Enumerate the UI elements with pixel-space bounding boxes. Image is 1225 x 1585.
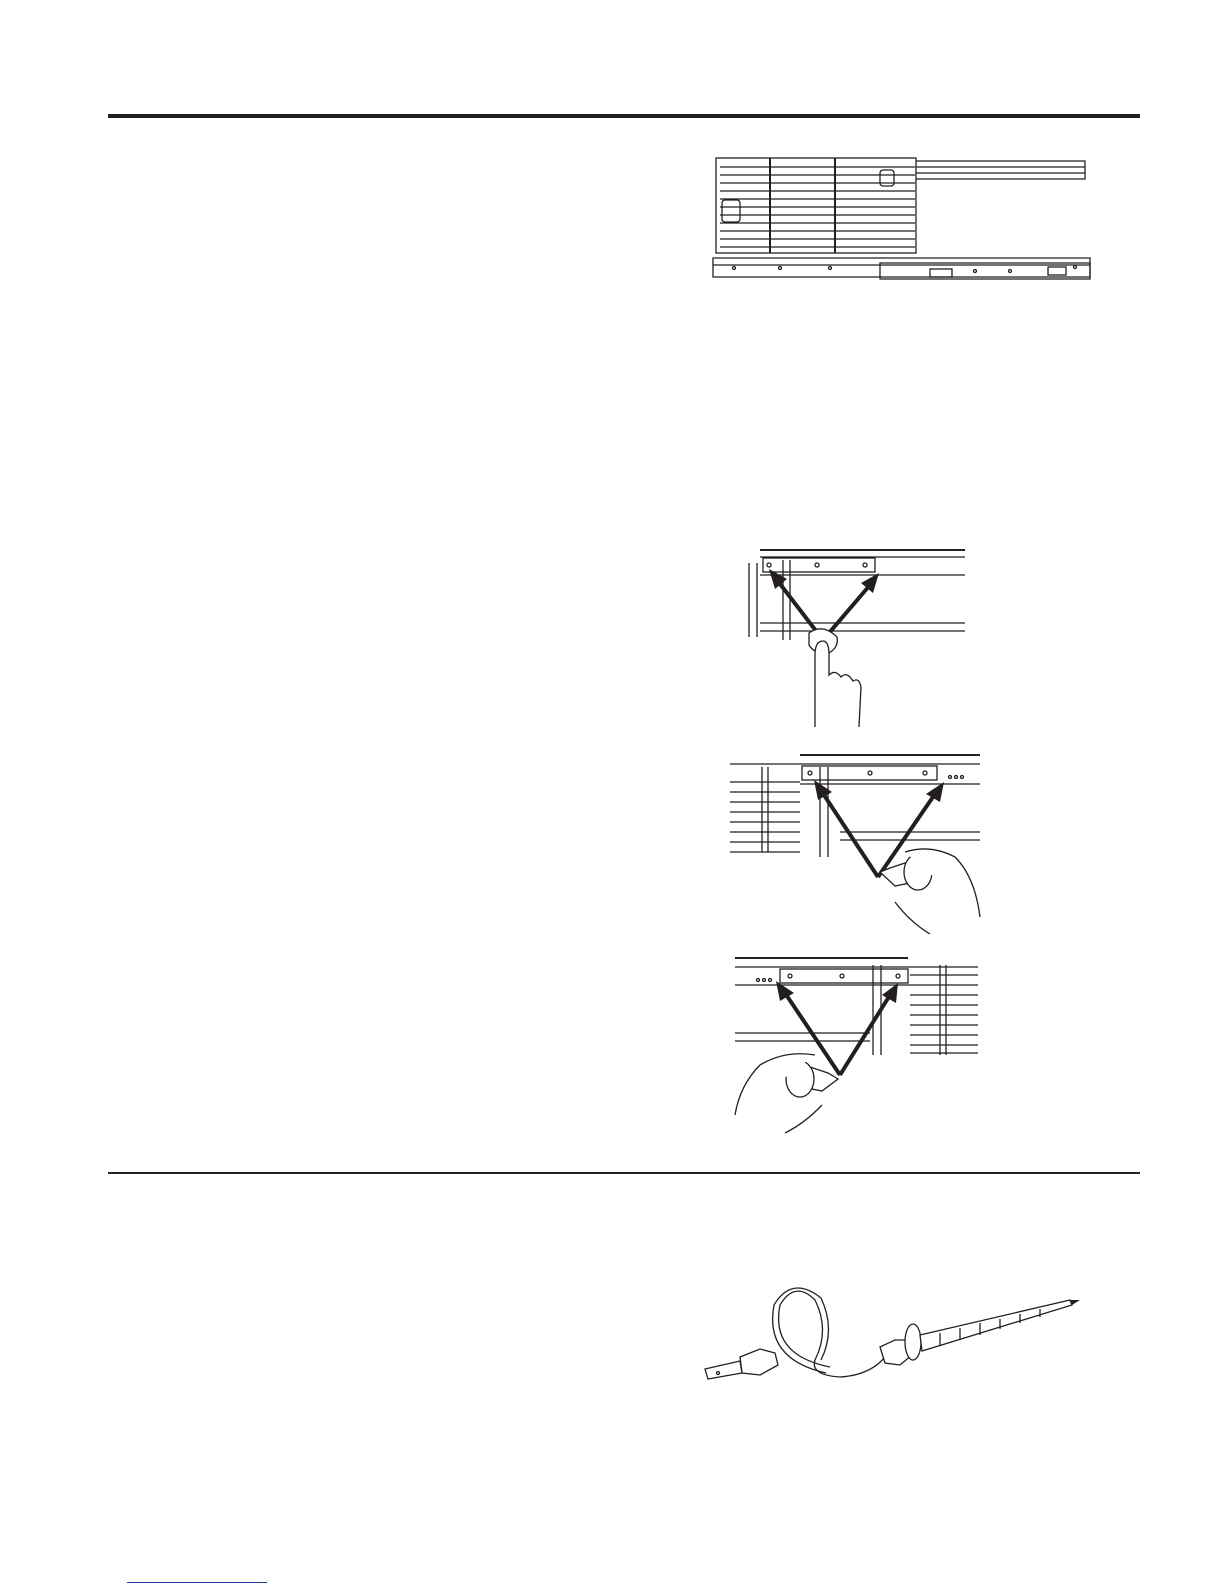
rack-wires (720, 158, 915, 253)
section-divider-bottom (108, 1172, 1140, 1174)
rack-wires (730, 767, 800, 852)
footer-link-underline[interactable] (127, 1582, 267, 1583)
lubricant-left-figure (730, 752, 985, 937)
lubricant-right-figure (730, 955, 985, 1135)
temperature-probe-figure (700, 1285, 1085, 1390)
section-divider-top (108, 114, 1140, 118)
rack-wires (910, 965, 978, 1055)
hand-wiping-slides-figure (745, 545, 970, 727)
extension-rack-figure (710, 155, 1095, 283)
